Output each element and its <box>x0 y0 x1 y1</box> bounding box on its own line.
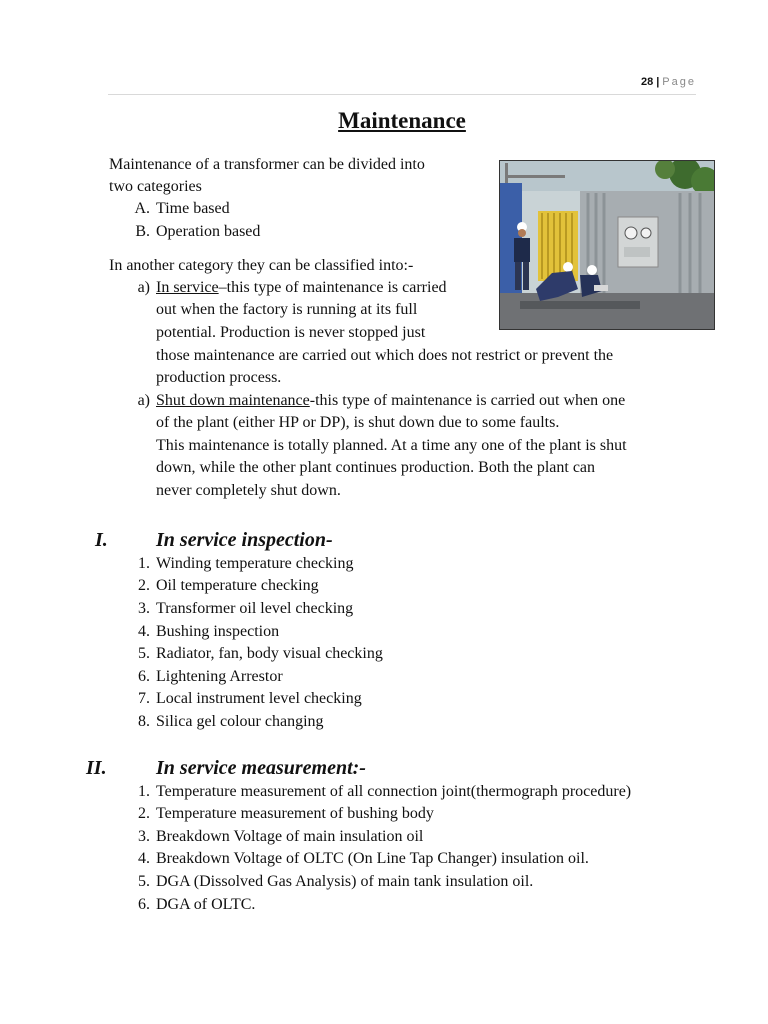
list-item: Silica gel colour changing <box>156 713 324 730</box>
list-number: 6. <box>138 896 150 913</box>
section-1-numeral: I. <box>95 529 108 551</box>
section-1-title: In service inspection- <box>156 529 333 551</box>
page-header <box>108 76 696 95</box>
list-number: 4. <box>138 623 150 640</box>
header-separator: | <box>656 76 660 88</box>
section-2-title: In service measurement:- <box>156 757 366 779</box>
shutdown-line: down, while the other plant continues production. Both the plant can <box>156 459 596 476</box>
list-number: 3. <box>138 828 150 845</box>
list-number: 5. <box>138 873 150 890</box>
section-2-numeral: II. <box>86 757 107 779</box>
list-number: 6. <box>138 668 150 685</box>
shutdown-term: Shut down maintenance <box>156 392 310 409</box>
list-item: DGA of OLTC. <box>156 896 256 913</box>
classification-lead: In another category they can be classified into:- <box>109 257 414 274</box>
list-item: Bushing inspection <box>156 623 280 640</box>
list-item: Breakdown Voltage of OLTC (On Line Tap Changer) insulation oil. <box>156 850 589 867</box>
category-marker: B. <box>135 223 150 240</box>
list-number: 2. <box>138 805 150 822</box>
in-service-term: In service <box>156 279 219 296</box>
shutdown-desc: -this type of maintenance is carried out when one <box>309 392 626 409</box>
list-item: Lightening Arrestor <box>156 668 283 685</box>
list-number: 1. <box>138 555 150 572</box>
in-service-item <box>156 277 447 300</box>
list-item: Breakdown Voltage of main insulation oil <box>156 828 424 845</box>
page-label: Page <box>662 76 696 88</box>
category-item: Time based <box>156 200 230 217</box>
list-number: 4. <box>138 850 150 867</box>
list-marker: a) <box>137 392 150 409</box>
in-service-line: potential. Production is never stopped just <box>156 324 426 341</box>
page-title: Maintenance <box>338 108 466 133</box>
intro-line-2: two categories <box>109 178 202 195</box>
list-number: 1. <box>138 783 150 800</box>
list-item: Transformer oil level checking <box>156 600 354 617</box>
transformer-maintenance-photo <box>499 160 715 330</box>
list-item: Local instrument level checking <box>156 690 362 707</box>
shutdown-item <box>156 390 625 413</box>
list-item: Oil temperature checking <box>156 577 319 594</box>
in-service-line: those maintenance are carried out which does not restrict or prevent the <box>156 347 614 364</box>
shutdown-line: never completely shut down. <box>156 482 341 499</box>
category-item: Operation based <box>156 223 261 240</box>
page-number: 28 <box>640 76 654 88</box>
list-item: Temperature measurement of all connection joint(thermograph procedure) <box>156 783 632 800</box>
list-number: 8. <box>138 713 150 730</box>
category-marker: A. <box>134 200 150 217</box>
list-number: 5. <box>138 645 150 662</box>
shutdown-line: of the plant (either HP or DP), is shut down due to some faults. <box>156 414 560 431</box>
list-number: 2. <box>138 577 150 594</box>
list-item: Winding temperature checking <box>156 555 354 572</box>
in-service-line: production process. <box>156 369 282 386</box>
shutdown-line: This maintenance is totally planned. At a time any one of the plant is shut <box>156 437 627 454</box>
in-service-line: out when the factory is running at its full <box>156 301 418 318</box>
list-marker: a) <box>137 279 150 296</box>
list-item: Temperature measurement of bushing body <box>156 805 434 822</box>
in-service-desc: –this type of maintenance is carried <box>218 279 447 296</box>
list-number: 7. <box>138 690 150 707</box>
list-item: Radiator, fan, body visual checking <box>156 645 383 662</box>
list-number: 3. <box>138 600 150 617</box>
intro-line-1: Maintenance of a transformer can be divided into <box>109 156 425 173</box>
list-item: DGA (Dissolved Gas Analysis) of main tank insulation oil. <box>156 873 534 890</box>
